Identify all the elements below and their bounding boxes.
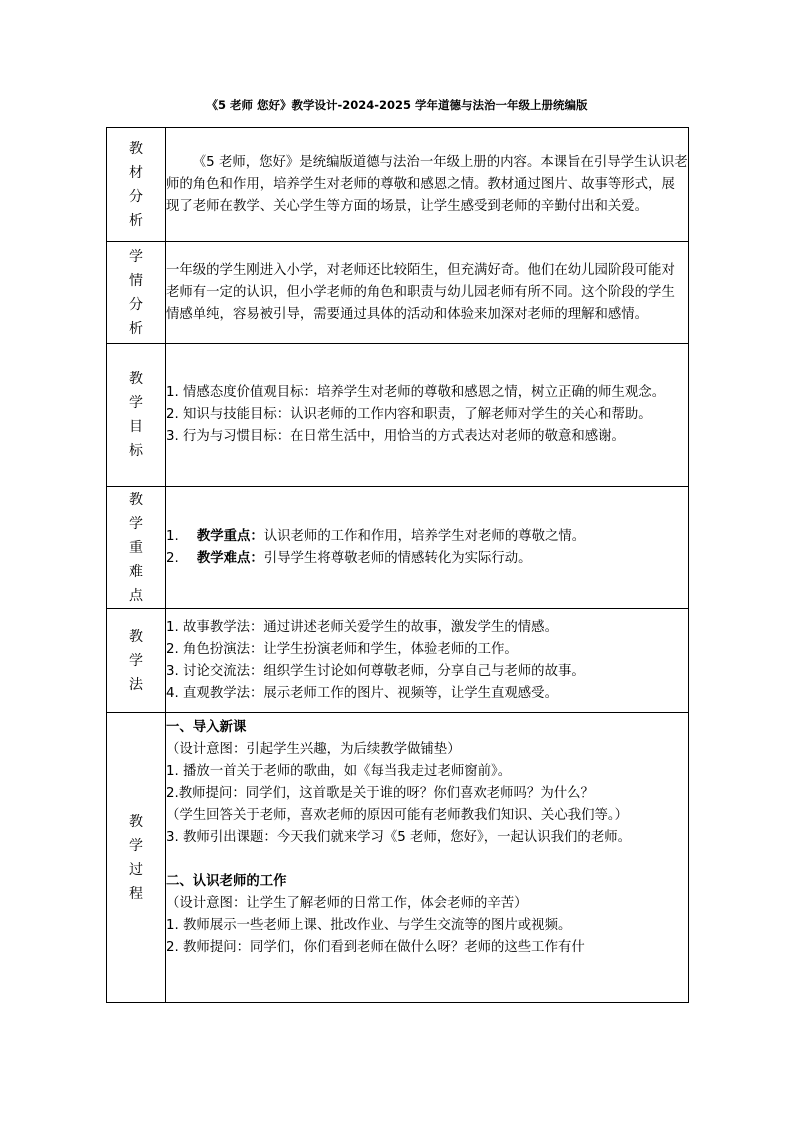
process-line: 2.教师提问：同学们，这首歌是关于谁的呀？你们喜欢老师吗？为什么？	[166, 785, 594, 801]
paragraph: 一年级的学生刚进入小学，对老师还比较陌生，但充满好奇。他们在幼儿园阶段可能对老师有一定的认识，但小学老师的角色和职责与幼儿园老师有所不同。这个阶段的学生情感单纯，容易被引导，需要通过具体的活动和体验来加深对老师的理解和感情。	[166, 262, 675, 322]
table-row-teaching-methods	[107, 609, 689, 713]
process-content	[166, 717, 688, 999]
row-label: 教 学 重 难 点	[107, 487, 166, 609]
section-heading: 二、认识老师的工作	[166, 873, 287, 889]
method-item: 3. 讨论交流法：组织学生讨论如何尊敬老师，分享自己与老师的故事。	[166, 663, 585, 679]
process-line: 1. 播放一首关于老师的歌曲，如《每当我走过老师窗前》。	[166, 763, 512, 779]
goal-item: 2. 知识与技能目标：认识老师的工作内容和职责，了解老师对学生的关心和帮助。	[166, 407, 652, 422]
process-line: 1. 教师展示一些老师上课、批改作业、与学生交流等的图片或视频。	[166, 917, 572, 933]
row-content	[166, 609, 689, 713]
paragraph: 《5 老师，您好》是统编版道德与法治一年级上册的内容。本课旨在引导学生认识老师的角色和作用，培养学生对老师的尊敬和感恩之情。教材通过图片、故事等形式，展现了老师在教学、关心学生等方面的场景，让学生感受到老师的辛勤付出和关爱。	[166, 154, 688, 214]
row-content	[166, 713, 689, 1003]
goal-item: 1. 情感态度价值观目标：培养学生对老师的尊敬和感恩之情，树立正确的师生观念。	[166, 385, 666, 400]
table-row-teaching-goals	[107, 344, 689, 487]
row-label: 教 学 目 标	[107, 344, 166, 487]
table-row-material-analysis	[107, 128, 689, 242]
method-item: 4. 直观教学法：展示老师工作的图片、视频等，让学生直观感受。	[166, 685, 558, 701]
process-line: （设计意图：让学生了解老师的日常工作，体会老师的辛苦）	[166, 895, 528, 911]
table-row-student-analysis	[107, 242, 689, 344]
method-item: 1. 故事教学法：通过讲述老师关爱学生的故事，激发学生的情感。	[166, 619, 558, 635]
row-label: 学 情 分 析	[107, 242, 166, 344]
table-row-teaching-process	[107, 713, 689, 1003]
row-content	[166, 487, 689, 609]
key-point-item: 2. 教学难点：引导学生将尊敬老师的情感转化为实际行动。	[166, 550, 532, 566]
process-line: （设计意图：引起学生兴趣，为后续教学做铺垫）	[166, 741, 461, 757]
table-row-key-points	[107, 487, 689, 609]
lesson-plan-table	[106, 127, 689, 1003]
row-content	[166, 242, 689, 344]
row-label: 教 学 法	[107, 609, 166, 713]
process-line: （学生回答关于老师，喜欢老师的原因可能有老师教我们知识、关心我们等。）	[166, 807, 628, 823]
row-content	[166, 344, 689, 487]
process-line: 3. 教师引出课题：今天我们就来学习《5 老师，您好》，一起认识我们的老师。	[166, 829, 631, 845]
key-point-item: 1. 教学重点：认识老师的工作和作用，培养学生对老师的尊敬之情。	[166, 528, 586, 544]
document-title: 《5 老师 您好》教学设计-2024-2025 学年道德与法治一年级上册统编版	[206, 98, 588, 112]
section-heading: 一、导入新课	[166, 719, 247, 735]
row-label: 教 学 过 程	[107, 713, 166, 1003]
process-line: 2. 教师提问：同学们，你们看到老师在做什么呀？老师的这些工作有什	[166, 939, 585, 955]
method-item: 2. 角色扮演法：让学生扮演老师和学生，体验老师的工作。	[166, 641, 518, 657]
row-content	[166, 128, 689, 242]
goal-item: 3. 行为与习惯目标：在日常生活中，用恰当的方式表达对老师的敬意和感谢。	[166, 429, 625, 444]
row-label: 教 材 分 析	[107, 128, 166, 242]
